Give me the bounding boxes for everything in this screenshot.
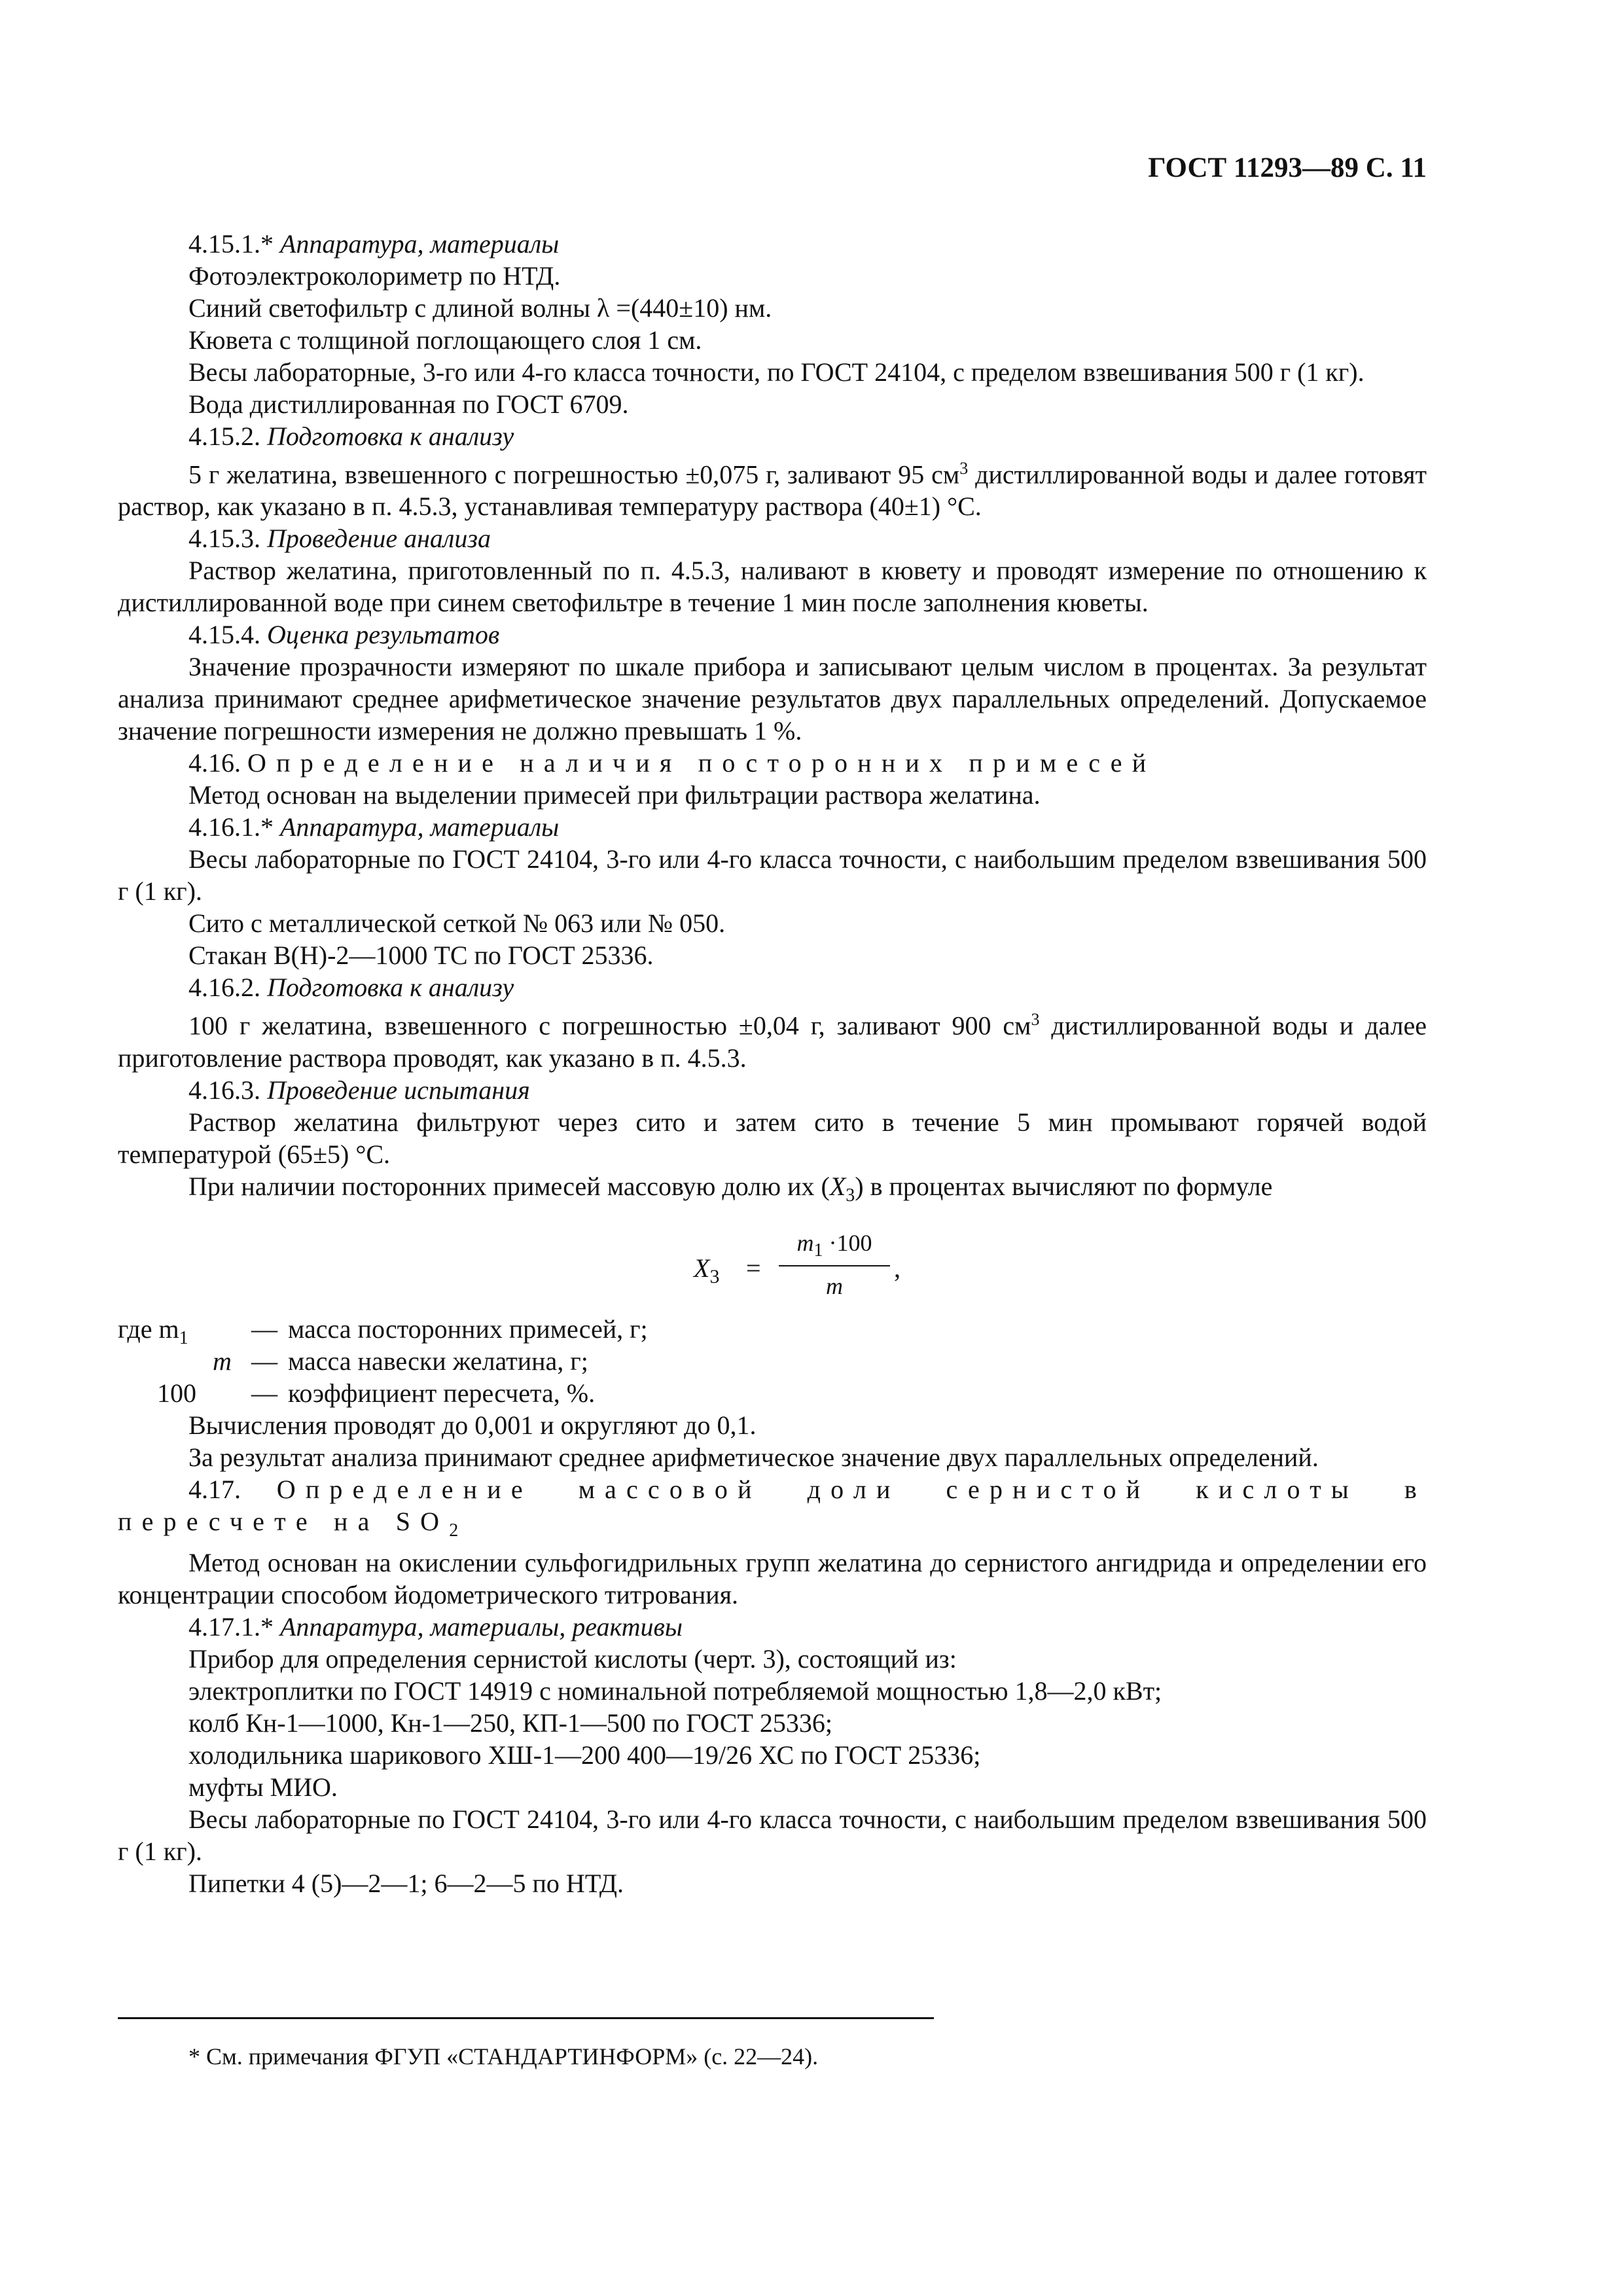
paragraph-preparation-1: 5 г желатина, взвешенного с погрешностью ±0,075 г, заливают 95 $см^3$ дистиллированной воды и далее готовят раствор, как указано в п. 4.5.3, устанавливая температуру раствора (40±1) °С. [118,459,1427,522]
item-cooler: холодильника шарикового ХШ-1—200 400—19/26 ХС по ГОСТ 25336; [188,1740,981,1770]
legend-100 [118,1377,1427,1409]
section-4-17-heading: 4.17. Определение массовой доли сернистой кислоты в пересчете на $SO_2$ [118,1474,1427,1541]
section-4-16-heading: 4.16. Определение наличия посторонних примесей [188,748,1156,778]
legend-text: коэффициент пересчета, %. [288,1378,596,1408]
item-photocolorimeter: Фотоэлектроколориметр по НТД. [188,261,561,291]
item-sieve: Сито с металлической сеткой № 063 или № 050. [188,908,726,939]
section-4-16-1-heading: 4.16.1.* Аппаратура, материалы [188,812,560,842]
legend-m [118,1345,1427,1377]
formula-comma: , [894,1253,901,1283]
footnote: * См. примечания ФГУП «СТАНДАРТИНФОРМ» (с. 22—24). [188,2043,819,2070]
legend-text: масса навески желатина, г; [288,1346,588,1376]
paragraph-calc-intro: При наличии посторонних примесей массовую долю их $(X_3)$ в процентах вычисляют по формуле [188,1171,1273,1206]
item-device: Прибор для определения сернистой кислоты (черт. 3), состоящий из: [188,1643,957,1674]
formula-numerator: $m_1 \cdot 100$ [796,1229,872,1261]
formula-denominator: m [826,1272,843,1299]
section-4-17-1-heading: 4.17.1.* Аппаратура, материалы, реактивы [188,1611,683,1641]
paragraph-method-4-17: Метод основан на окислении сульфогидрильных групп желатина до сернистого ангидрида и определении его концентрации способом йодометрического титрования. [118,1547,1427,1609]
item-muffle: муфты МИО. [188,1772,338,1802]
legend-dash: — [251,1378,277,1408]
legend-text: масса посторонних примесей, г; [288,1314,648,1344]
paragraph-preparation-2: 100 г желатина, взвешенного с погрешностью ±0,04 г, заливают 900 $см^3$ дистиллированной воды и далее приготовление раствора проводят, как указано в п. 4.5.3. [118,1010,1427,1073]
item-distilled-water: Вода дистиллированная по ГОСТ 6709. [188,389,629,419]
item-lab-scales-3: Весы лабораторные по ГОСТ 24104, 3-го или 4-го класса точности, с наибольшим пределом взвешивания 500 г (1 кг). [118,1804,1427,1866]
legend-dash: — [251,1314,277,1344]
item-lab-scales-2: Весы лабораторные по ГОСТ 24104, 3-го или 4-го класса точности, с наибольшим пределом взвешивания 500 г (1 кг). [118,844,1427,906]
legend-dash: — [251,1346,277,1376]
legend-m1 [118,1313,1427,1348]
paragraph-procedure-1: Раствор желатина, приготовленный по п. 4.5.3, наливают в кювету и проводят измерение по отношению к дистиллированной воде при синем светофильтре в течение 1 мин после заполнения кюветы. [118,556,1427,618]
section-4-15-2-heading: 4.15.2. Подготовка к анализу [188,422,514,451]
formula-x3 [118,1211,1427,1313]
item-lab-scales: Весы лабораторные, 3-го или 4-го класса точности, по ГОСТ 24104, с пределом взвешивания 500 г (1 кг). [188,357,1364,387]
formula-lhs: $X_3$ [694,1253,720,1287]
section-4-16-3-heading: 4.16.3. Проведение испытания [188,1075,530,1105]
formula-equals: = [746,1253,761,1283]
paragraph-result: За результат анализа принимают среднее арифметическое значение двух параллельных определений. [188,1442,1319,1472]
item-cuvette: Кювета с толщиной поглощающего слоя 1 см. [188,325,702,355]
paragraph-test: Раствор желатина фильтруют через сито и затем сито в течение 5 мин промывают горячей водой температурой (65±5) °С. [118,1107,1427,1169]
legend-term: где $m_1$ [118,1314,188,1348]
item-pipettes: Пипетки 4 (5)—2—1; 6—2—5 по НТД. [188,1868,624,1898]
footnote-separator [118,2017,934,2019]
section-4-15-4-heading: 4.15.4. Оценка результатов [188,620,500,650]
item-blue-filter: Синий светофильтр с длиной волны λ =(440±10) нм. [188,293,772,323]
section-4-15-3-heading: 4.15.3. Проведение анализа [188,524,491,554]
document-body [118,228,1427,1899]
section-4-15-1-heading: 4.15.1.* Аппаратура, материалы [188,229,560,259]
paragraph-rounding: Вычисления проводят до 0,001 и округляют до 0,1. [188,1410,757,1440]
running-header: ГОСТ 11293—89 С. 11 [1148,152,1427,183]
paragraph-method-4-16: Метод основан на выделении примесей при фильтрации раствора желатина. [188,780,1041,810]
legend-term: m [213,1346,232,1376]
paragraph-evaluation: Значение прозрачности измеряют по шкале прибора и записывают целым числом в процентах. За результат анализа принимают среднее арифметическое значение результатов двух параллельных определений. Допускаемое значение погрешности измерения не должно превышать 1 %. [118,652,1427,746]
legend-term: 100 [157,1378,196,1408]
fraction-bar [779,1265,890,1266]
section-4-16-2-heading: 4.16.2. Подготовка к анализу [188,973,514,1003]
item-beaker: Стакан В(Н)-2—1000 ТС по ГОСТ 25336. [188,941,654,971]
item-electric-stove: электроплитки по ГОСТ 14919 с номинальной потребляемой мощностью 1,8—2,0 кВт; [188,1676,1162,1706]
item-flasks: колб Кн-1—1000, Кн-1—250, КП-1—500 по ГОСТ 25336; [188,1708,833,1738]
